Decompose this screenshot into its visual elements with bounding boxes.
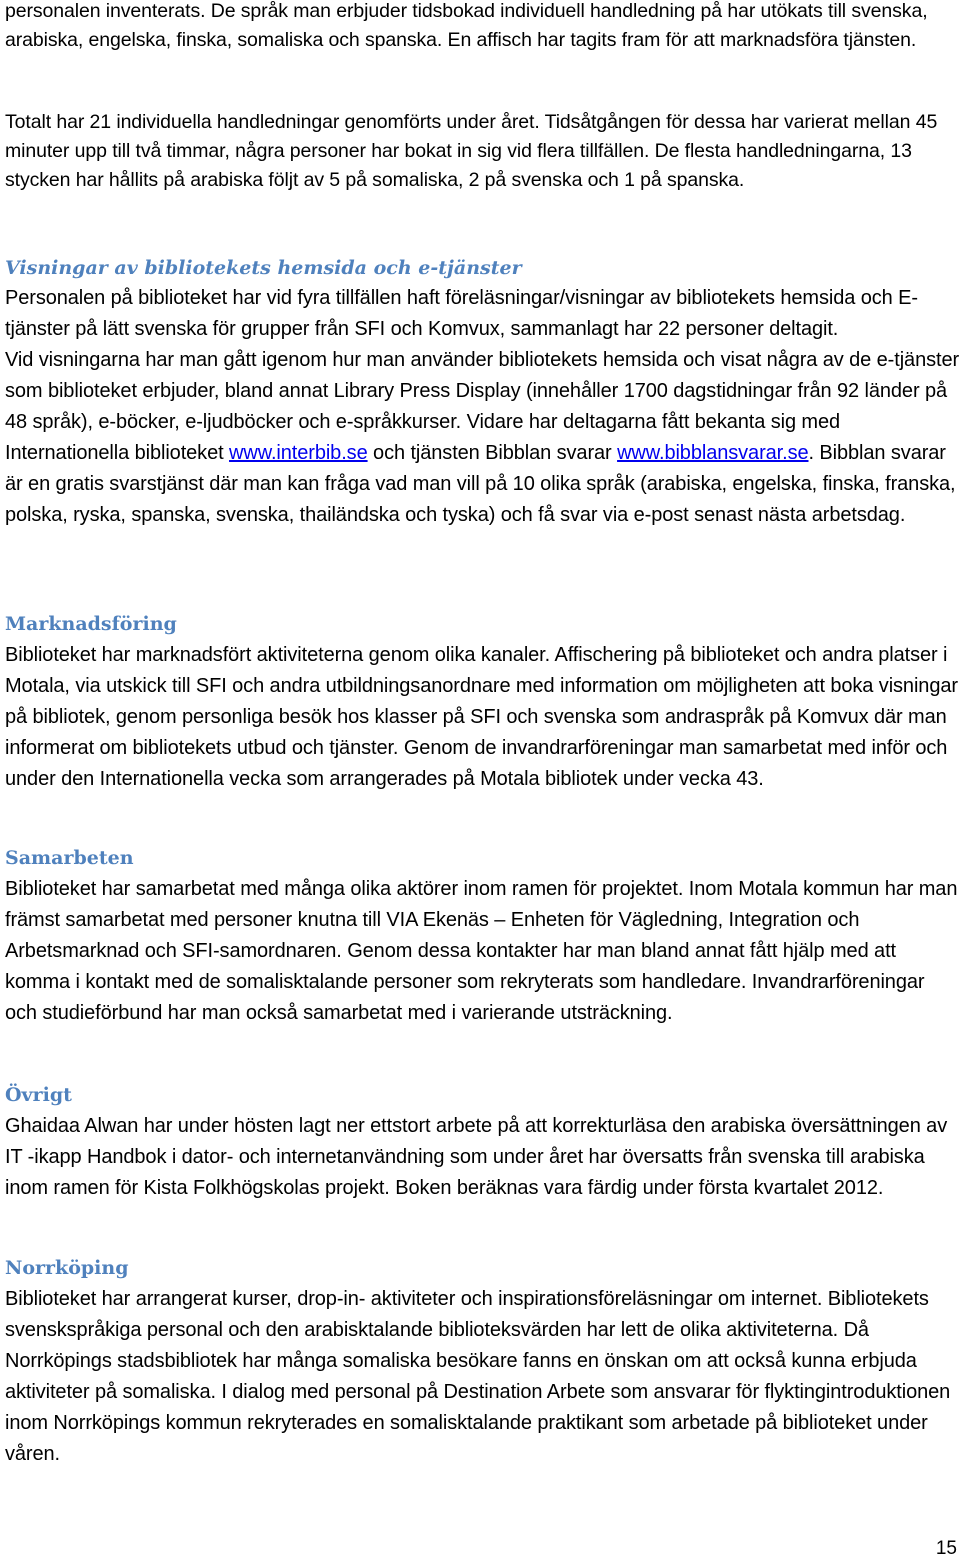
ovrigt-heading: Övrigt <box>5 1084 72 1106</box>
ovrigt-paragraph: Ghaidaa Alwan har under hösten lagt ner ettstort arbete på att korrekturläsa den arabiska översättningen av IT -ikapp Handbok i dator- och internetanvändning som under året har översatts från svenska till arabiska inom ramen för Kista Folkhögskolas projekt. Boken beräknas vara färdig under första kvartalet 2012. <box>5 1115 948 1199</box>
paragraph-totalt <box>5 108 960 195</box>
intro-text: personalen inventerats. De språk man erbjuder tidsbokad individuell handledning på har utökats till svenska, arabiska, engelska, finska, somaliska och spanska. En affisch har tagits fram för att marknadsföra tjänsten. <box>5 0 928 51</box>
norrkoping-paragraph: Biblioteket har arrangerat kurser, drop-in- aktiviteter och inspirationsföreläsningar om internet. Bibliotekets svenskspråkiga personal och den arabisktalande biblioteksvärden har lett de olika aktiviteterna. Då Norrköpings stadsbibliotek har många somaliska besökare fanns en önskan om att också kunna erbjuda aktiviteter på somaliska. I dialog med personal på Destination Arbete som ansvarar för flyktingintroduktionen inom Norrköpings kommun rekryterades en somalisktalande praktikant som arbetade på biblioteket under våren. <box>5 1288 951 1465</box>
norrkoping-heading: Norrköping <box>5 1257 129 1279</box>
visningar-paragraph-1: Personalen på biblioteket har vid fyra tillfällen haft föreläsningar/visningar av bibliotekets hemsida och E-tjänster på lätt svenska för grupper från SFI och Komvux, sammanlagt har 22 personer deltagit. <box>5 287 918 340</box>
paragraph-intro <box>5 0 960 55</box>
visningar-paragraph-2 <box>5 345 960 531</box>
visningar-text-c: . Bibblan svarar är en gratis svarstjänst där man kan fråga vad man vill på 10 olika språk (arabiska, engelska, finska, franska, polska, ryska, spanska, svenska, thailändska och tyska) och få svar via e-post senast nästa arbetsdag. <box>5 442 956 526</box>
page-number: 15 <box>935 1538 957 1559</box>
section-samarbeten <box>5 845 960 1029</box>
samarbeten-heading: Samarbeten <box>5 847 134 869</box>
section-marknadsforing <box>5 611 960 795</box>
marknadsforing-heading: Marknadsföring <box>5 613 177 635</box>
marknadsforing-paragraph: Biblioteket har marknadsfört aktiviteterna genom olika kanaler. Affischering på biblioteket och andra platser i Motala, via utskick till SFI och andra utbildningsanordnare med information om möjligheten att boka visningar på bibliotek, genom personliga besök hos klasser på SFI och svenska som andraspråk på Komvux där man informerat om bibliotekets utbud och tjänster. Genom de invandrarföreningar man samarbetat med inför och under den Internationella vecka som arrangerades på Motala bibliotek under vecka 43. <box>5 644 958 790</box>
section-ovrigt <box>5 1082 960 1204</box>
visningar-text-b: och tjänsten Bibblan svarar <box>367 442 618 464</box>
interbib-link[interactable]: www.interbib.se <box>229 442 368 464</box>
bibblansvarar-link[interactable]: www.bibblansvarar.se <box>617 442 809 464</box>
section-norrkoping <box>5 1255 960 1470</box>
samarbeten-paragraph: Biblioteket har samarbetat med många olika aktörer inom ramen för projektet. Inom Motala kommun har man främst samarbetat med personer knutna till VIA Ekenäs – Enheten för Vägledning, Integration och Arbetsmarknad och SFI-samordnaren. Genom dessa kontakter har man bland annat fått hjälp med att komma i kontakt med de somalisktalande personer som rekryterats som handledare. Invandrarföreningar och studieförbund har man också samarbetat med i varierande utsträckning. <box>5 878 958 1024</box>
totalt-text: Totalt har 21 individuella handledningar genomförts under året. Tidsåtgången för dessa har varierat mellan 45 minuter upp till två timmar, några personer har bokat in sig vid flera tillfällen. De flesta handledningarna, 13 stycken har hållits på arabiska följt av 5 på somaliska, 2 på svenska och 1 på spanska. <box>5 111 938 191</box>
visningar-text-a: Vid visningarna har man gått igenom hur man använder bibliotekets hemsida och visat några av de e-tjänster som biblioteket erbjuder, bland annat Library Press Display (innehåller 1700 dagstidningar från 92 länder på 48 språk), e-böcker, e-ljudböcker och e-språkkurser. Vidare har deltagarna fått bekanta sig med Internationella biblioteket <box>5 349 960 464</box>
visningar-heading: Visningar av bibliotekets hemsida och e-tjänster <box>5 257 522 279</box>
section-visningar <box>5 255 960 531</box>
